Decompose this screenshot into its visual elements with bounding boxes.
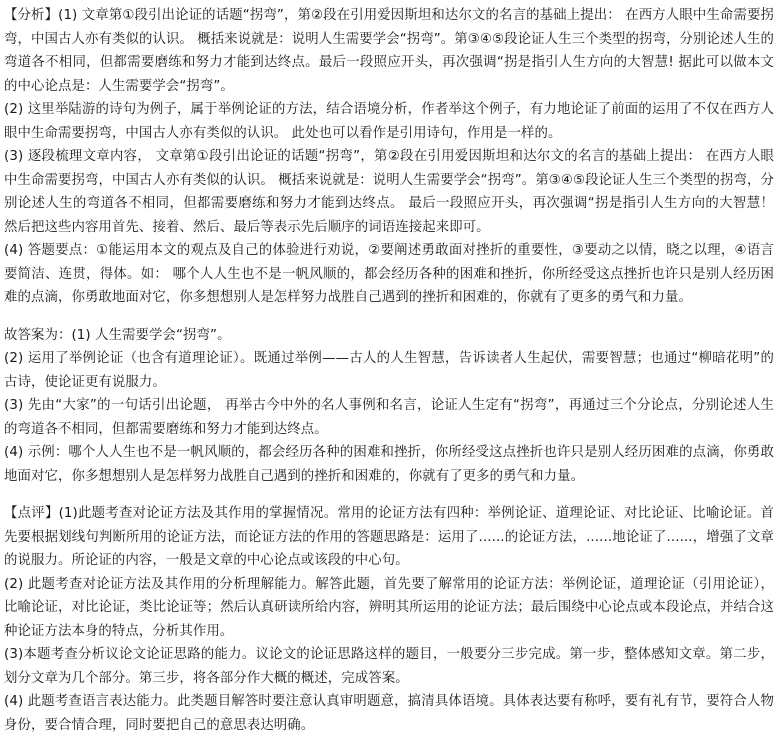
comment-paragraph-4: (4) 此题考查语言表达能力。此类题目解答时要注意认真审明题意，搞清具体语境。具体表达要有称呼，要有礼有节，要符合人物身份，要合情合理，同时要把自己的意思表达明确。: [4, 694, 774, 733]
analysis-paragraph-1: 【分析】(1) 文章第①段引出论证的话题“拐弯”，第②段在引用爱因斯坦和达尔文的名言的基础上提出： 在西方人眼中生命需要拐弯，中国古人亦有类似的认识。 概括来说就是：说明人生需要学会“拐弯”。第③④⑤段论证人生三个类型的拐弯，分别论述人生的弯道各不相同，但都需要磨练和努力才能到达终点。最后一段照应开头，再次强调“拐是指引人生方向的大智慧! 据此可以做本文的中心论点是：人生需要学会“拐弯”。: [4, 8, 774, 94]
answer-paragraph-1: 故答案为：(1) 人生需要学会“拐弯”。: [4, 327, 231, 343]
comment-paragraph-2: (2) 此题考查对论证方法及其作用的分析理解能力。解答此题，首先要了解常用的论证方法：举例论证，道理论证（引用论证），比喻论证，对比论证，类比论证等；然后认真研读所给内容，辨明其所运用的论证方法；最后围绕中心论点或本段论点，并结合这种论证方法本身的特点，分析其作用。: [4, 576, 774, 639]
answer-paragraph-2: (2) 运用了举例论证（也含有道理论证）。既通过举例——古人的人生智慧，告诉读者人生起伏，需要智慧；也通过“柳暗花明”的古诗，使论证更有说服力。: [4, 351, 774, 390]
section-gap: [4, 488, 774, 502]
answer-paragraph-3: (3) 先由“大家”的一句话引出论题， 再举古今中外的名人事例和名言，论证人生定有“拐弯”，再通过三个分论点，分别论述人生的弯道各不相同，但都需要磨练和努力才能到达终点。: [4, 398, 774, 437]
section-gap: [4, 310, 774, 324]
analysis-paragraph-3: (3) 逐段梳理文章内容， 文章第①段引出论证的话题“拐弯”，第②段在引用爱因斯坦和达尔文的名言的基础上提出： 在西方人眼中生命需要拐弯，中国古人亦有类似的认识。 概括来说就是：说明人生需要学会“拐弯”。第③④⑤段论证人生三个类型的拐弯，分别论述人生的弯道各不相同，但都需要磨练和努力才能到达终点。 最后一段照应开头，再次强调“拐是指引人生方向的大智慧！ 然后把这些内容用首先、接着、然后、最后等表示先后顺序的词语连接起来即可。: [4, 149, 774, 235]
answer-paragraph-4: (4) 示例：哪个人人生也不是一帆风顺的，都会经历各种的困难和挫折，你所经受这点挫折也许只是别人经历困难的点滴，你勇敢地面对它，你多想想别人是怎样努力战胜自己遇到的挫折和困难的，你就有了更多的勇气和力量。: [4, 445, 774, 484]
comment-paragraph-3: (3)本题考查分析议论文论证思路的能力。议论文的论证思路这样的题目，一般要分三步完成。第一步，整体感知文章。第二步，划分文章为几个部分。第三步，将各部分作大概的概述，完成答案。: [4, 647, 774, 686]
analysis-paragraph-4: (4) 答题要点：①能运用本文的观点及自己的体验进行劝说，②要阐述勇敢面对挫折的重要性，③要动之以情，晓之以理，④语言要简洁、连贯，得体。如： 哪个人人生也不是一帆风顺的，都会经历各种的困难和挫折，你所经受这点挫折也许只是别人经历困难的点滴，你勇敢地面对它，你多想想别人是怎样努力战胜自己遇到的挫折和困难的，你就有了更多的勇气和力量。: [4, 243, 774, 305]
answer-section: [4, 324, 774, 489]
comment-paragraph-1: 【点评】(1)此题考查对论证方法及其作用的掌握情况。常用的论证方法有四种：举例论证、道理论证、对比论证、比喻论证。首先要根据划线句判断所用的论证方法，而论证方法的作用的答题思路是：运用了......的论证方法，......地论证了......，增强了文章的说服力。所论证的内容，一般是文章的中心论点或该段的中心句。: [4, 506, 774, 568]
comment-section: [4, 502, 774, 737]
analysis-paragraph-2: (2) 这里举陆游的诗句为例子，属于举例论证的方法，结合语境分析，作者举这个例子，有力地论证了前面的运用了不仅在西方人眼中生命需要拐弯，中国古人亦有类似的认识。 此处也可以看作是引用诗句，作用是一样的。: [4, 102, 774, 141]
analysis-section: [4, 4, 774, 310]
